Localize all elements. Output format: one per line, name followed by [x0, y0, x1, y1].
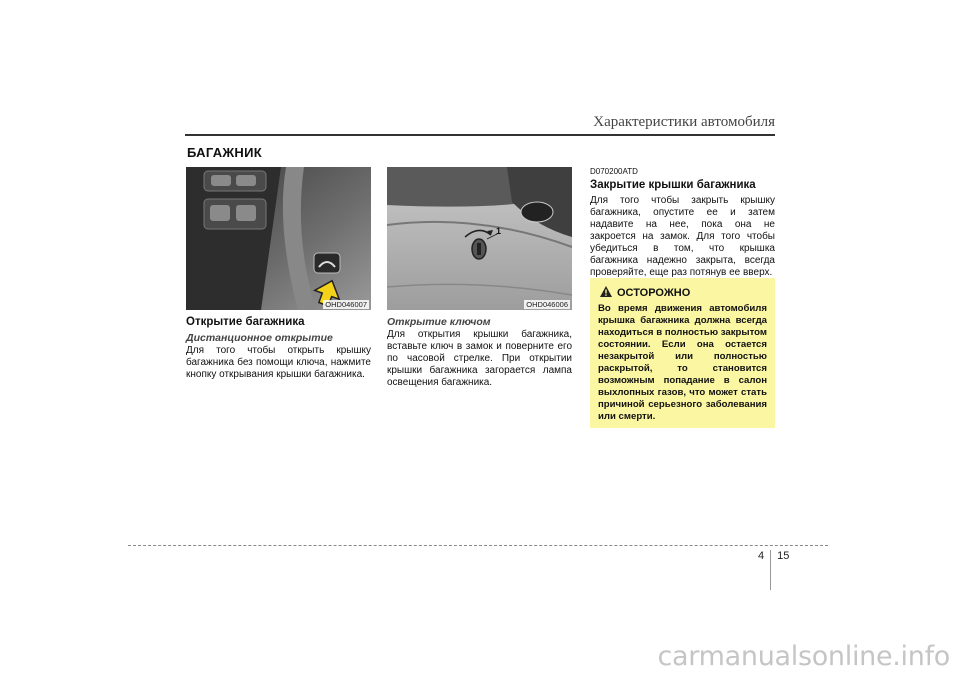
subheading-key: Открытие ключом: [387, 316, 491, 328]
chapter-number: 4: [758, 550, 765, 562]
section-code: D070200ATD: [590, 167, 638, 176]
trunk-lid-photo: [387, 167, 572, 310]
warning-title: ОСТОРОЖНО: [617, 287, 691, 299]
section-title: БАГАЖНИК: [187, 145, 262, 160]
photo-code: OHD046007: [325, 300, 367, 309]
heading-trunk-opening: Открытие багажника: [186, 316, 305, 328]
subheading-remote: Дистанционное открытие: [186, 332, 333, 344]
warning-text: Во время движения автомобиля крышка багажника должна всегда находиться в полностью закрытом состоянии. Если она остается незакрытой или полностью раскрытой, то становится возможным попадание в салон выхлопных газов, что может стать причиной серьезного заболевания или смерти.: [598, 303, 767, 422]
watermark: carmanualsonline.info: [657, 641, 950, 672]
page-number-value: 15: [777, 550, 790, 562]
body-closing: Для того чтобы закрыть крышку багажника, опустите ее и затем надавите на нее, пока она не закроется на замок. Для того чтобы убедиться в том, что крышка багажника надежно закрыта, всегда проверяйте, еще раз потянув ее вверх.: [590, 195, 775, 278]
body-remote: Для того чтобы открыть крышку багажника без помощи ключа, нажмите кнопку открывания крышки багажника.: [186, 345, 371, 380]
chapter-title: Характеристики автомобиля: [593, 114, 775, 130]
warning-triangle-icon: [600, 286, 612, 300]
body-key: Для открытия крышки багажника, вставьте ключ в замок и поверните его по часовой стрелке. При открытии крышки багажника загорается лампа освещения багажника.: [387, 329, 572, 388]
photo-code: OHD046006: [526, 300, 568, 309]
footer-divider: [128, 545, 828, 546]
page-number-separator: [770, 550, 771, 590]
heading-closing: Закрытие крышки багажника: [590, 179, 756, 191]
door-panel-photo: [186, 167, 371, 310]
header-divider: [185, 134, 775, 136]
warning-box: [590, 278, 775, 428]
callout-number: 1: [496, 226, 502, 236]
page-number: [758, 550, 789, 590]
